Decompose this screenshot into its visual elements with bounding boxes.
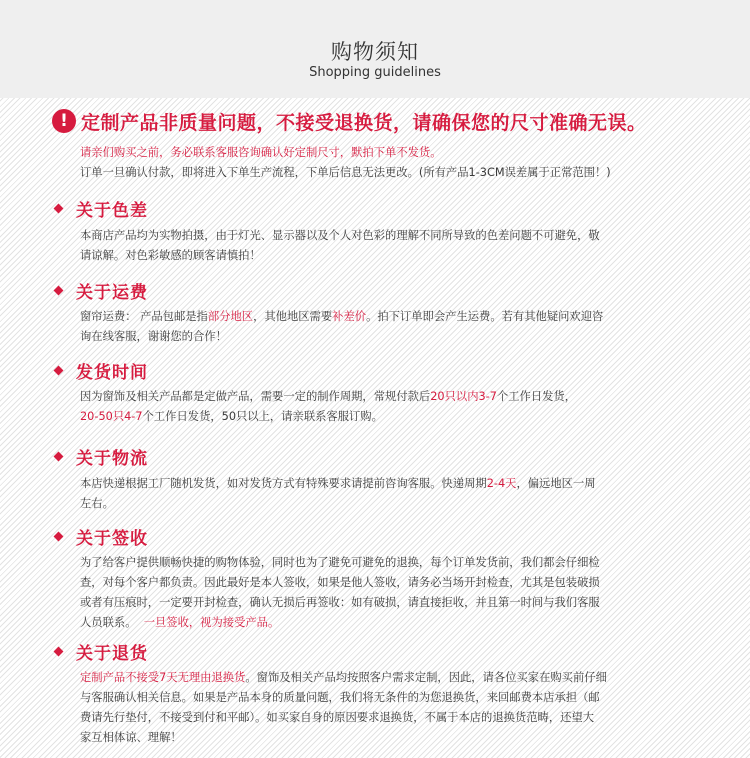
- section-title: 关于退货: [76, 643, 148, 664]
- section-title: 关于签收: [76, 528, 148, 549]
- notice-line-2: 订单一旦确认付款，即将进入下单生产流程，下单后信息无法更改。(所有产品1-3CM误差属于正常范围！): [80, 166, 611, 179]
- page-subtitle: Shopping guidelines: [309, 65, 441, 80]
- text-span: 。窗饰及相关产品均按照客户需求定制，因此，请各位买家在购买前仔细: [245, 671, 607, 684]
- section-receipt: [55, 523, 148, 549]
- text-line: 左右。: [80, 497, 114, 510]
- section-color-text: [80, 226, 700, 266]
- section-title: 关于物流: [76, 448, 148, 469]
- highlight-text: 20只以内3-7: [430, 390, 497, 403]
- text-line: [80, 407, 700, 427]
- text-line: [80, 668, 700, 688]
- text-span: ，其他地区需要: [253, 310, 333, 323]
- section-title: 关于运费: [76, 282, 148, 303]
- section-receipt-text: [80, 553, 700, 633]
- text-line: 为了给客户提供顺畅快捷的购物体验，同时也为了避免可避免的退换，每个订单发货前，我们都会仔细检: [80, 556, 600, 569]
- text-line: 查，对每个客户都负责。因此最好是本人签收，如果是他人签收，请务必当场开封检查，尤其是包装破损: [80, 576, 600, 589]
- diamond-bullet-icon: [54, 365, 64, 375]
- text-span: ，偏远地区一周: [516, 477, 596, 490]
- text-line: 家互相体谅、理解！: [80, 731, 182, 744]
- highlight-text: 20-50只4-7: [80, 410, 143, 423]
- text-span: 。拍下订单即会产生运费。若有其他疑问欢迎咨: [366, 310, 604, 323]
- text-line: [80, 387, 700, 407]
- text-line: 费请先行垫付，不接受到付和平邮）。如买家自身的原因要求退换货，不属于本店的退换货范畴，还望大: [80, 711, 595, 724]
- diamond-bullet-icon: [54, 285, 64, 295]
- section-delivery-time-text: [80, 387, 700, 427]
- diamond-bullet-icon: [54, 646, 64, 656]
- text-span: 本店快递根据工厂随机发货，如对发货方式有特殊要求请提前咨询客服。快递周期: [80, 477, 487, 490]
- text-span: 因为窗饰及相关产品都是定做产品，需要一定的制作周期，常规付款后: [80, 390, 431, 403]
- section-title: 发货时间: [76, 362, 148, 383]
- text-line: 本商店产品均为实物拍摄，由于灯光、显示器以及个人对色彩的理解不同所导致的色差问题不可避免，敬: [80, 229, 600, 242]
- notice-line-1: 请亲们购买之前，务必联系客服咨询确认好定制尺寸，默拍下单不发货。: [80, 146, 442, 159]
- section-logistics-text: [80, 474, 700, 514]
- highlight-text: 部分地区: [207, 310, 254, 323]
- notice-title: 定制产品非质量问题，不接受退换货，请确保您的尺寸准确无误。: [81, 111, 647, 134]
- section-logistics: [55, 443, 148, 469]
- text-line: [80, 307, 700, 327]
- text-line: 询在线客服，谢谢您的合作！: [80, 330, 227, 343]
- custom-notice: [52, 108, 647, 134]
- page-title: 购物须知: [331, 40, 419, 64]
- highlight-text: 补差价: [332, 310, 367, 323]
- text-span: 窗帘运费： 产品包邮是指: [80, 310, 208, 323]
- section-returns-text: [80, 668, 700, 748]
- section-title: 关于色差: [76, 200, 148, 221]
- diamond-bullet-icon: [54, 203, 64, 213]
- highlight-text: 定制产品不接受7天无理由退换货: [80, 671, 246, 684]
- text-line: 请谅解。对色彩敏感的顾客请慎拍！: [80, 249, 261, 262]
- text-line: [80, 474, 700, 494]
- header-banner: [0, 0, 750, 98]
- section-color: [55, 195, 148, 221]
- text-span: 个工作日发货，50只以上，请亲联系客服订购。: [142, 410, 383, 423]
- section-shipping-fee: [55, 277, 148, 303]
- highlight-text: 2-4天: [486, 477, 517, 490]
- diamond-bullet-icon: [54, 531, 64, 541]
- text-line: 与客服确认相关信息。如果是产品本身的质量问题，我们将无条件的为您退换货，来回邮费本店承担（邮: [80, 691, 600, 704]
- diamond-bullet-icon: [54, 451, 64, 461]
- text-span: 人员联系。: [80, 616, 137, 629]
- section-returns: [55, 638, 148, 664]
- notice-text: [80, 143, 700, 183]
- exclamation-icon: !: [52, 109, 76, 133]
- section-shipping-fee-text: [80, 307, 700, 347]
- highlight-text: 一旦签收，视为接受产品。: [143, 616, 280, 629]
- section-delivery-time: [55, 357, 148, 383]
- text-span: 个工作日发货，: [496, 390, 577, 403]
- text-line: 或者有压痕时，一定要开封检查，确认无损后再签收：如有破损，请直接拒收，并且第一时间与我们客服: [80, 596, 600, 609]
- text-line: [80, 613, 700, 633]
